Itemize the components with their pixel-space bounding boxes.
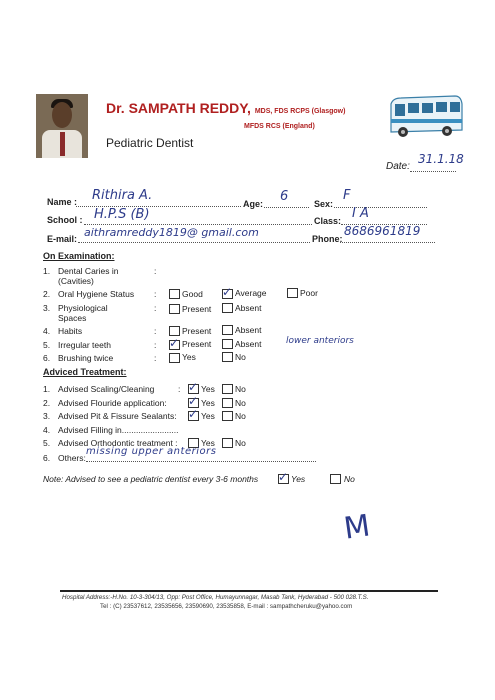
flouride-no-checkbox[interactable] (222, 398, 233, 408)
footer-contact: Tel : (C) 23537612, 23535656, 23590690, 23535858, E-mail : sampathcheruku@yahoo.com (100, 603, 353, 610)
bus-icon (385, 92, 465, 142)
treat-item-4-label: Advised Filling in........................ (58, 425, 179, 435)
exam-item-2-label: Oral Hygiene Status (58, 289, 135, 299)
date-label: Date: (386, 161, 410, 172)
age-value: 6 (280, 189, 289, 204)
exam-item-1-num: 1. (43, 266, 51, 276)
ortho-no-checkbox[interactable] (222, 438, 233, 448)
sex-value: F (343, 188, 351, 203)
colon: : (178, 384, 181, 394)
brushing-yes-checkbox[interactable] (169, 353, 180, 363)
flouride-yes-checkbox[interactable]: ✓ (188, 394, 199, 408)
email-label: E-mail: (47, 234, 78, 244)
colon: : (154, 289, 157, 299)
doctor-name: Dr. SAMPATH REDDY, MDS, FDS RCPS (Glasgow) (106, 100, 346, 116)
treat-item-5-num: 5. (43, 438, 51, 448)
treat-item-1-label: Advised Scaling/Cleaning (58, 384, 155, 394)
scaling-yes-label: Yes (201, 384, 215, 394)
irregular-present-checkbox[interactable]: ✓ (169, 336, 180, 350)
qualifications: MDS, FDS RCPS (Glasgow) (254, 108, 346, 115)
hygiene-poor-checkbox[interactable] (287, 288, 298, 298)
spaces-present-checkbox[interactable] (169, 304, 180, 314)
spaces-absent-label: Absent (235, 303, 262, 313)
treat-item-6-num: 6. (43, 453, 51, 463)
school-label: School : (47, 215, 83, 225)
sealants-yes-label: Yes (201, 411, 215, 421)
exam-item-1-label2: (Cavities) (58, 276, 94, 286)
footer-divider (60, 590, 438, 592)
footer-address: Hospital Address:-H.No. 10-3-304/13, Opp: Post Office, Humayunnagar, Masab Tank, Hyderabad - 500 028.T.S. (62, 594, 369, 601)
treatment-title: Adviced Treatment: (43, 367, 127, 377)
doctor-photo (36, 94, 88, 158)
class-value: I A (352, 206, 369, 221)
date-value: 31.1.18 (418, 152, 464, 166)
irregular-absent-checkbox[interactable] (222, 339, 233, 349)
examination-title: On Examination: (43, 251, 115, 261)
irregular-note: lower anteriors (286, 336, 354, 346)
colon: : (154, 303, 157, 313)
colon: : (154, 326, 157, 336)
irregular-present-label: Present (182, 339, 212, 349)
habits-absent-label: Absent (235, 325, 262, 335)
note-no-checkbox[interactable] (330, 474, 341, 484)
qualifications-2: MFDS RCS (England) (244, 123, 315, 130)
email-value: aithramreddy1819@ gmail.com (84, 226, 259, 239)
signature: M (341, 508, 373, 547)
treat-item-2-num: 2. (43, 398, 51, 408)
treat-item-6-label: Others: (58, 453, 86, 463)
exam-item-3-label2: Spaces (58, 313, 87, 323)
brushing-no-checkbox[interactable] (222, 352, 233, 362)
exam-item-4-label: Habits (58, 326, 83, 336)
exam-item-5-num: 5. (43, 340, 51, 350)
flouride-no-label: No (235, 398, 246, 408)
sealants-no-label: No (235, 411, 246, 421)
scaling-yes-checkbox[interactable]: ✓ (188, 380, 199, 394)
exam-item-3-num: 3. (43, 303, 51, 313)
ortho-yes-label: Yes (201, 438, 215, 448)
phone-value: 8686961819 (344, 224, 421, 238)
exam-item-6-label: Brushing twice (58, 353, 114, 363)
phone-label: Phone: (312, 234, 343, 244)
exam-item-3-label: Physiological (58, 303, 108, 313)
exam-item-2-num: 2. (43, 289, 51, 299)
hygiene-poor-label: Poor (300, 288, 318, 298)
hygiene-average-checkbox[interactable]: ✓ (222, 285, 233, 299)
others-value: missing upper anteriors (86, 446, 217, 457)
scaling-no-checkbox[interactable] (222, 384, 233, 394)
flouride-yes-label: Yes (201, 398, 215, 408)
age-label: Age: (243, 199, 263, 209)
treat-item-4-num: 4. (43, 425, 51, 435)
sex-label: Sex: (314, 199, 334, 209)
colon: : (154, 353, 157, 363)
scaling-no-label: No (235, 384, 246, 394)
ortho-no-label: No (235, 438, 246, 448)
note-yes-label: Yes (291, 474, 306, 484)
note-yes-checkbox[interactable]: ✓ (278, 470, 289, 484)
brushing-yes-label: Yes (182, 352, 196, 362)
habits-present-checkbox[interactable] (169, 326, 180, 336)
treat-item-5-label: Advised Orthodontic treatment : (58, 438, 178, 448)
habits-absent-checkbox[interactable] (222, 325, 233, 335)
treat-item-1-num: 1. (43, 384, 51, 394)
note-text: Note: Advised to see a pediatric dentist every 3-6 months (43, 474, 259, 484)
school-value: H.P.S (B) (94, 207, 150, 222)
class-label: Class: (314, 216, 342, 226)
treat-item-3-label: Advised Pit & Fissure Sealants: (58, 411, 177, 421)
date-line (410, 171, 456, 172)
hygiene-good-checkbox[interactable] (169, 289, 180, 299)
exam-item-5-label: Irregular teeth (58, 340, 111, 350)
habits-present-label: Present (182, 326, 212, 336)
spaces-absent-checkbox[interactable] (222, 303, 233, 313)
treat-item-3-num: 3. (43, 411, 51, 421)
hygiene-average-label: Average (235, 288, 267, 298)
colon: : (154, 266, 157, 276)
hygiene-good-label: Good (182, 289, 203, 299)
brushing-no-label: No (235, 352, 246, 362)
sealants-no-checkbox[interactable] (222, 411, 233, 421)
exam-item-1-label: Dental Caries in (58, 266, 119, 276)
exam-item-6-num: 6. (43, 353, 51, 363)
treat-item-2-label: Advised Flouride application: (58, 398, 167, 408)
role: Pediatric Dentist (106, 136, 194, 150)
exam-item-4-num: 4. (43, 326, 51, 336)
colon: : (154, 340, 157, 350)
irregular-absent-label: Absent (235, 339, 262, 349)
sealants-yes-checkbox[interactable]: ✓ (188, 407, 199, 421)
note-no-label: No (344, 474, 355, 484)
name-label: Name : (47, 197, 78, 207)
name-value: Rithira A. (92, 188, 153, 203)
spaces-present-label: Present (182, 304, 212, 314)
